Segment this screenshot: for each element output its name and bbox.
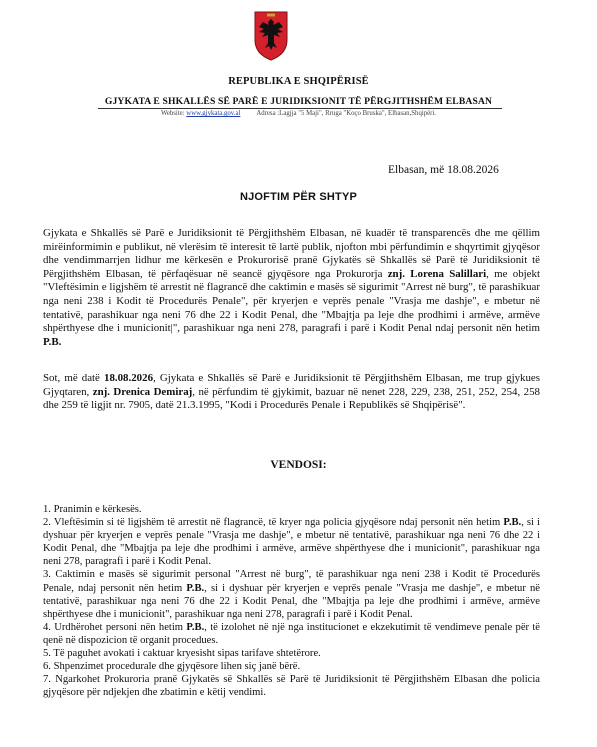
decision-item-4-rest: , të izolohet në një nga institucionet e ekzekutimit të vendimeve penale për të qenë në dispozicion të organit procedues.	[43, 621, 541, 646]
decision-item-5: 5. Të paguhet avokati i caktuar kryesisht sipas tarifave shtetërore.	[43, 648, 321, 660]
address-text: Adresa :Lagjja "5 Maji", Rruga "Koço Bruska", Elbasan,Shqipëri.	[256, 110, 437, 117]
hearing-text-1: Sot, më datë	[43, 372, 104, 384]
judge-name: znj. Drenica Demiraj	[92, 385, 193, 398]
hearing-text-2: , Gjykata e Shkallës së Parë e Juridiksionit të Përgjithshëm Elbasan, me trup gjykues Gjyqtaren,	[43, 372, 540, 398]
decision-item-7: 7. Ngarkohet Prokuroria pranë Gjykatës së Shkallës së Parë të Juridiksionit të Përgjithshëm Elbasan dhe policia gjyqësore për ndjekjen dhe zbatimin e këtij vendimi.	[43, 674, 540, 699]
decision-item-2	[43, 516, 540, 568]
suspect-initials: P.B.	[186, 621, 205, 633]
decision-item-3-text: 3. Caktimin e masës së sigurimit personal "Arrest në burg", të parashikuar nga neni 238 i Kodit të Procedurës Penale, ndaj personit nën hetim	[43, 569, 540, 594]
suspect-initials: P.B.	[43, 335, 62, 348]
website-link[interactable]: www.gjykata.gov.al	[186, 110, 241, 117]
intro-text-1: Gjykata e Shkallës së Parë e Juridiksionit të Përgjithshëm Elbasan, në kuadër të transparencës dhe me qëllim mirëinformimin e publikut, në vlerësim të interesit të lartë publik, njofton mbi përfundimin e shqyrtimit gjyqësor dhe vendimmarrjen lidhur me kërkesën e Prokurorisë pranë Gjykatës së Shkallës së Parë të Juridiksionit të Përgjithshëm Elbasan, të përfaqësuar në seancë gjyqësore nga Prokurorja	[43, 227, 540, 280]
intro-text-2: , me objekt "Vleftësimin e ligjshëm të arrestit në flagrancë dhe caktimin e masës së sigurimit "Arrest në burg", të parashikuar nga neni 238 i Kodit të Procedurës Penale", për kryerjen e veprës penale "Vrasja me dashje", e mbetur në tentativë, parashikuar nga neni 76 dhe 22 i Kodit Penal, dhe "Mbajtja pa leje dhe prodhimi i armëve, armëve shpërthyese dhe i municionit|", parashikuar nga neni 278, paragrafi i parë i Kodit Penal ndaj personit nën hetim	[43, 267, 540, 335]
decision-item-3-rest: , si i dyshuar për kryerjen e veprës penale "Vrasja me dashje", e mbetur në tentativë, parashikuar nga neni 76 dhe 22 i Kodit Penal, dhe "Mbajtja pa leje dhe prodhimi i armëve, armëve shpërthyese dhe i municionit", parashikuar nga neni 278, paragrafi i parë i Kodit Penal.	[43, 582, 540, 620]
decision-item-2-text: 2. Vleftësimin si të ligjshëm të arrestit në flagrancë, të kryer nga policia gjyqësore ndaj personit nën hetim	[43, 517, 504, 529]
hearing-text-3: , në përfundim të gjykimit, bazuar në nenet 228, 229, 238, 251, 252, 254, 258 dhe 259 të ligjit nr. 7905, datë 21.3.1995, "Kodi i Procedurës Penale i Republikës së Shqipërisë".	[43, 385, 541, 412]
decision-list	[43, 503, 540, 699]
page-title: NJOFTIM PËR SHTYP	[239, 191, 358, 203]
court-name-heading: GJYKATA E SHKALLËS SË PARË E JURIDIKSIONIT TË PËRGJITHSHËM ELBASAN	[104, 96, 493, 107]
coat-of-arms-icon	[253, 10, 289, 62]
suspect-initials: P.B.	[186, 582, 205, 594]
prosecutor-name: znj. Lorena Salillari	[387, 267, 487, 280]
contact-line	[0, 110, 597, 117]
suspect-initials: P.B.	[503, 517, 522, 529]
decision-heading: VENDOSI:	[270, 459, 327, 471]
intro-paragraph	[43, 227, 540, 349]
decision-item-2-rest: , si i dyshuar për kryerjen e veprës penale "Vrasja me dashje", e mbetur në tentativë, parashikuar nga neni 76 dhe 22 i Kodit Penal, dhe "Mbajtja pa leje dhe prodhimi i armëve, armëve shpërthyese dhe i municionit", parashikuar nga neni 278, paragrafi i parë i Kodit Penal.	[43, 517, 540, 568]
website-label: Website:	[160, 110, 185, 117]
decision-item-1: 1. Pranimin e kërkesës.	[43, 504, 142, 515]
hearing-paragraph	[43, 372, 540, 413]
decision-item-6: 6. Shpenzimet procedurale dhe gjyqësore lihen siç janë bërë.	[43, 661, 301, 673]
republic-heading: REPUBLIKA E SHQIPËRISË	[228, 76, 369, 87]
date-line: Elbasan, më 18.08.2026	[388, 164, 499, 176]
decision-item-4-text: 4. Urdhërohet personi nën hetim	[43, 621, 187, 633]
header-divider	[98, 108, 502, 109]
decision-item-4	[43, 621, 540, 647]
hearing-date: 18.08.2026	[104, 372, 154, 384]
decision-item-3	[43, 568, 540, 620]
